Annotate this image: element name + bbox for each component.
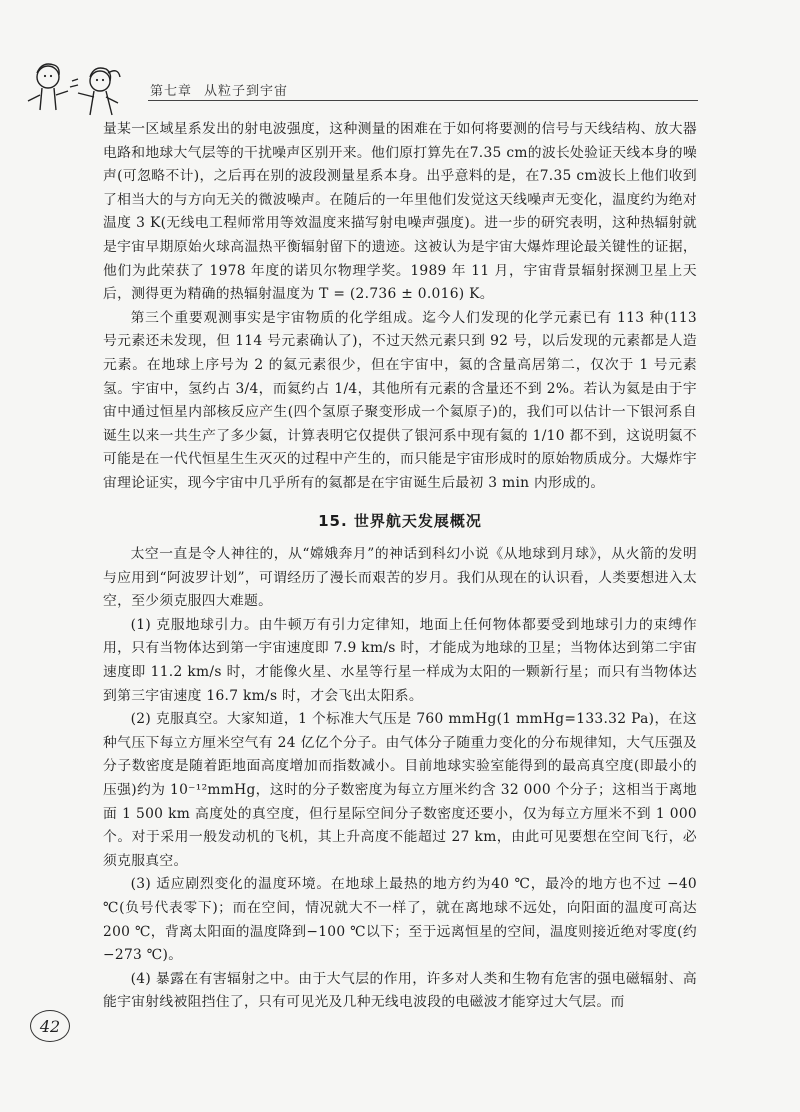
chapter-title: 从粒子到宇宙 [204, 84, 289, 99]
chapter-label: 第七章 [150, 84, 193, 99]
paragraph: 第三个重要观测事实是宇宙物质的化学组成。迄今人们发现的化学元素已有 113 种(113 号元素还未发现，但 114 号元素确认了)，不过天然元素只到 92 号，以后发现的元素都是人造元素。在地球上序号为 2 的氦元素很少，但在宇宙中，氦的含量高居第二，仅次于 1 号元素氢。宇宙中，氢约占 3/4，而氦约占 1/4，其他所有元素的含量还不到 2%。若认为氦是由于宇宙中通过恒星内部核反应产生(四个氢原子聚变形成一个氦原子)的，我们可以估计一下银河系自诞生以来一共生产了多少氦，计算表明它仅提供了银河系中现有氦的 1/10 都不到，这说明氦不可能是在一代代恒星生生灭灭的过程中产生的，而只能是宇宙形成时的原始物质成分。大爆炸宇宙理论证实，现今宇宙中几乎所有的氦都是在宇宙诞生后最初 3 min 内形成的。 [103, 309, 697, 491]
paragraph: 量某一区域星系发出的射电波强度，这种测量的困难在于如何将要测的信号与天线结构、放大器电路和地球大气层等的干扰噪声区别开来。他们原打算先在7.35 cm的波长处验证天线本身的噪声(可忽略不计)，之后再在别的波段测量星系本身。出乎意料的是，在7.35 cm波长上他们收到了相当大的与方向无关的微波噪声。在随后的一年里他们发觉这天线噪声无变化，温度约为绝对温度 3 K(无线电工程师常用等效温度来描写射电噪声强度)。进一步的研究表明，这种热辐射就是宇宙早期原始火球高温热平衡辐射留下的遗迹。这被认为是宇宙大爆炸理论最关键性的证据，他们为此荣获了 1978 年度的诺贝尔物理学奖。1989 年 11 月，宇宙背景辐射探测卫星上天后，测得更为精确的热辐射温度为 T = (2.736 ± 0.016) K。 [103, 121, 697, 303]
paragraph: (3) 适应剧烈变化的温度环境。在地球上最热的地方约为40 ℃，最冷的地方也不过 −40 ℃(负号代表零下)；而在空间，情况就大不一样了，就在离地球不远处，向阳面的温度可高达200 ℃，背离太阳面的温度降到−100 ℃以下；至于远离恒星的空间，温度则接近绝对零度(约−273 ℃)。 [103, 876, 697, 964]
children-illustration-icon [20, 55, 140, 125]
body-text [103, 118, 697, 1015]
paragraph: (4) 暴露在有害辐射之中。由于大气层的作用，许多对人类和生物有危害的强电磁辐射、高能宇宙射线被阻挡住了，只有可见光及几种无线电波段的电磁波才能穿过大气层。而 [103, 970, 697, 1011]
paragraph: 太空一直是令人神往的，从“嫦娥奔月”的神话到科幻小说《从地球到月球》，从火箭的发明与应用到“阿波罗计划”，可谓经历了漫长而艰苦的岁月。我们从现在的认识看，人类要想进入太空，至少须克服四大难题。 [103, 546, 697, 610]
page-number: 42 [30, 1010, 70, 1042]
running-header [150, 80, 288, 99]
header-rule [148, 100, 698, 101]
paragraph: (2) 克服真空。大家知道，1 个标准大气压是 760 mmHg(1 mmHg=133.32 Pa)，在这种气压下每立方厘米空气有 24 亿亿个分子。由气体分子随重力变化的分布规律知，大气压强及分子数密度是随着距地面高度增加而指数减小。目前地球实验室能得到的最高真空度(即最小的压强)约为 10⁻¹²mmHg，这时的分子数密度为每立方厘米约含 32 000 个分子；这相当于离地面 1 500 km 高度处的真空度，但行星际空间分子数密度还要小，仅为每立方厘米不到 1 000 个。对于采用一般发动机的飞机，其上升高度不能超过 27 km，由此可见要想在空间飞行，必须克服真空。 [103, 711, 697, 869]
section-title: 15. 世界航天发展概况 [318, 511, 482, 530]
paragraph: (1) 克服地球引力。由牛顿万有引力定律知，地面上任何物体都要受到地球引力的束缚作用，只有当物体达到第一宇宙速度即 7.9 km/s 时，才能成为地球的卫星；当物体达到第二宇宙速度即 11.2 km/s 时，才能像火星、水星等行星一样成为太阳的一颗新行星；而只有当物体达到第三宇宙速度 16.7 km/s 时，才会飞出太阳系。 [103, 616, 697, 704]
